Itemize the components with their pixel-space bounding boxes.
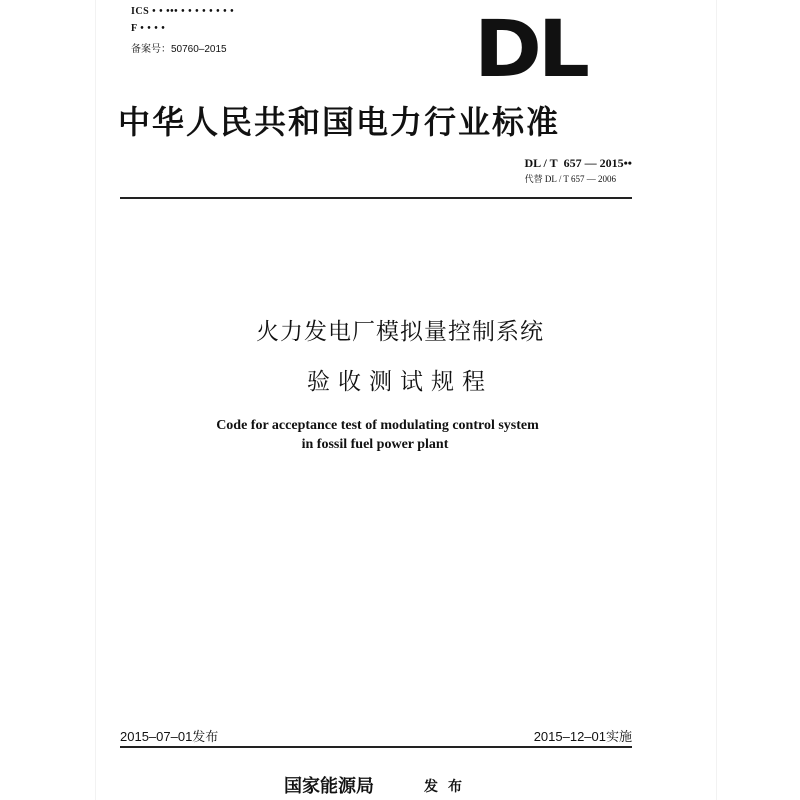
issuing-authority: 国家能源局 xyxy=(284,776,374,797)
publish-date: 2015–07–01发布 xyxy=(120,729,219,744)
chinese-title-line2: 验收测试规程 xyxy=(307,369,493,395)
english-title-line1: Code for acceptance test of modulating control system xyxy=(216,418,539,433)
chinese-title-line1: 火力发电厂模拟量控制系统 xyxy=(256,319,544,345)
standard-year: 657 — 2015•• xyxy=(563,156,632,170)
issue-label: 发布 xyxy=(424,779,472,795)
english-title-line2: in fossil fuel power plant xyxy=(301,437,449,452)
f-code: F • • • • xyxy=(131,23,166,34)
top-divider xyxy=(120,197,632,199)
replaces-standard: 代替 DL / T 657 — 2006 xyxy=(524,174,616,184)
standard-code: DL / T xyxy=(524,156,558,170)
record-number: 备案号：50760–2015 xyxy=(131,44,227,55)
organization-title: 中华人民共和国电力行业标准 xyxy=(118,103,561,141)
ics-code: ICS • • ••• • • • • • • • • xyxy=(131,6,235,17)
dl-logo: DL xyxy=(474,5,586,95)
bottom-divider xyxy=(120,746,632,748)
standard-number xyxy=(524,156,632,171)
implementation-date: 2015–12–01实施 xyxy=(533,729,632,744)
